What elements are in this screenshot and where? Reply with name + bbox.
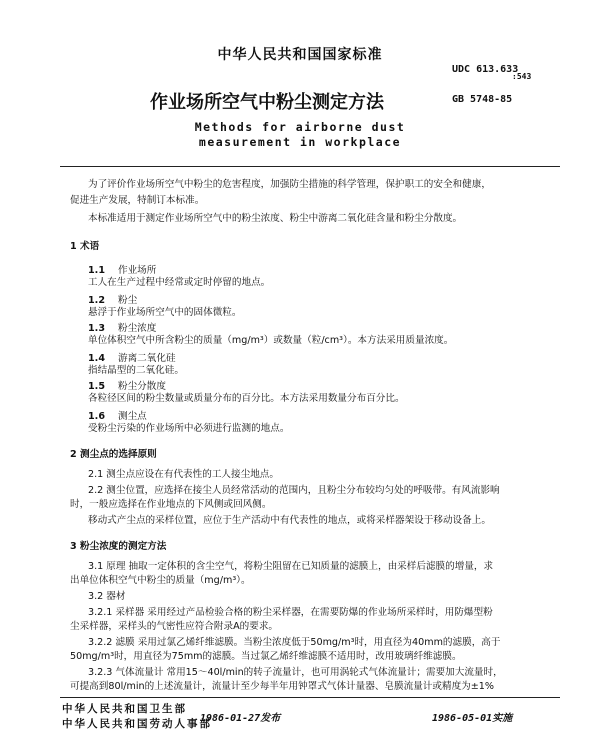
- term-1-6: 1.6 测尘点: [88, 411, 147, 422]
- document-title: 作业场所空气中粉尘测定方法: [150, 92, 384, 113]
- term-1-5-def: 各粒径区间的粉尘数量或质量分布的百分比。本方法采用数量分布百分比。: [88, 393, 405, 404]
- footer-divider: [60, 697, 560, 698]
- clause-3-2-3-line1: 3.2.3 气体流量计 常用15～40l/min的转子流量计，也可用涡轮式气体流量计；需要加大流量时，: [88, 667, 503, 678]
- term-1-4-def: 指结晶型的二氧化硅。: [88, 365, 184, 376]
- term-1-4: 1.4 游离二氧化硅: [88, 353, 176, 364]
- clause-3-2-2-line2: 50mg/m³时，用直径为75mm的滤膜。当过氯乙烯纤维滤膜不适用时，改用玻璃纤维滤膜。: [70, 651, 462, 662]
- term-1-3: 1.3 粉尘浓度: [88, 323, 157, 334]
- clause-3-2-3-line2: 可提高到80l/min的上述流量计，流量计至少每半年用钟罩式气体计量器、皂膜流量计或精度为±1%: [70, 681, 495, 692]
- term-1-6-def: 受粉尘污染的作业场所中必须进行监测的地点。: [88, 423, 290, 434]
- english-title-line2: measurement in workplace: [198, 135, 402, 149]
- intro-p2: 本标准适用于测定作业场所空气中的粉尘浓度、粉尘中游离二氧化硅含量和粉尘分散度。: [88, 213, 463, 224]
- clause-3-2: 3.2 器材: [88, 591, 126, 602]
- issuer-ministry-labor: 中华人民共和国劳动人事部: [62, 718, 212, 730]
- standard-title: 中华人民共和国国家标准: [217, 47, 383, 63]
- clause-3-1-line1: 3.1 原理 抽取一定体积的含尘空气，将粉尘阻留在已知质量的滤膜上，由采样后滤膜的增量，求: [88, 561, 494, 572]
- english-title-line1: Methods for airborne dust: [194, 120, 406, 134]
- intro-p1-line2: 促进生产发展，特制订本标准。: [70, 195, 205, 206]
- udc-sub-code: :543: [512, 72, 532, 81]
- term-1-5: 1.5 粉尘分散度: [88, 381, 166, 392]
- section3-heading: 3 粉尘浓度的测定方法: [70, 541, 167, 552]
- effective-date: 1986-05-01实施: [432, 713, 513, 724]
- term-1-2-def: 悬浮于作业场所空气中的固体微粒。: [88, 307, 242, 318]
- term-1-1: 1.1 作业场所: [88, 265, 157, 276]
- section2-heading: 2 测尘点的选择原则: [70, 449, 157, 460]
- clause-3-2-2-line1: 3.2.2 滤膜 采用过氯乙烯纤维滤膜。当粉尘浓度低于50mg/m³时，用直径为40mm的滤膜，高于: [88, 637, 501, 648]
- clause-2-2-line3: 移动式产尘点的采样位置，应位于生产活动中有代表性的地点，或将采样器架设于移动设备上。: [88, 515, 491, 526]
- header-divider: [60, 166, 560, 167]
- clause-2-2-line2: 时，一般应选择在作业地点的下风侧或回风侧。: [70, 499, 272, 510]
- term-1-2: 1.2 粉尘: [88, 295, 138, 306]
- clause-2-1: 2.1 测尘点应设在有代表性的工人接尘地点。: [88, 469, 279, 480]
- intro-p1-line1: 为了评价作业场所空气中粉尘的危害程度，加强防尘措施的科学管理，保护职工的安全和健康，: [88, 179, 491, 190]
- english-title: [0, 120, 600, 150]
- gb-code: GB 5748-85: [452, 94, 513, 105]
- issuer-ministry-health: 中华人民共和国卫生部: [62, 703, 187, 715]
- clause-3-2-1-line2: 尘采样器，采样头的气密性应符合附录A的要求。: [70, 621, 279, 632]
- section1-heading: 1 术语: [70, 241, 100, 252]
- clause-3-2-1-line1: 3.2.1 采样器 采用经过产品检验合格的粉尘采样器，在需要防爆的作业场所采样时，用防爆型粉: [88, 607, 493, 618]
- issue-date: 1986-01-27发布: [200, 713, 281, 724]
- term-1-3-def: 单位体积空气中所含粉尘的质量（mg/m³）或数量（粒/cm³）。本方法采用质量浓度。: [88, 335, 454, 346]
- clause-3-1-line2: 出单位体积空气中粉尘的质量（mg/m³）。: [70, 575, 251, 586]
- term-1-1-def: 工人在生产过程中经常或定时停留的地点。: [88, 277, 271, 288]
- clause-2-2-line1: 2.2 测尘位置，应选择在接尘人员经常活动的范围内，且粉尘分布较均匀处的呼吸带。有风流影响: [88, 485, 500, 496]
- udc-code: UDC 613.633: [452, 64, 519, 75]
